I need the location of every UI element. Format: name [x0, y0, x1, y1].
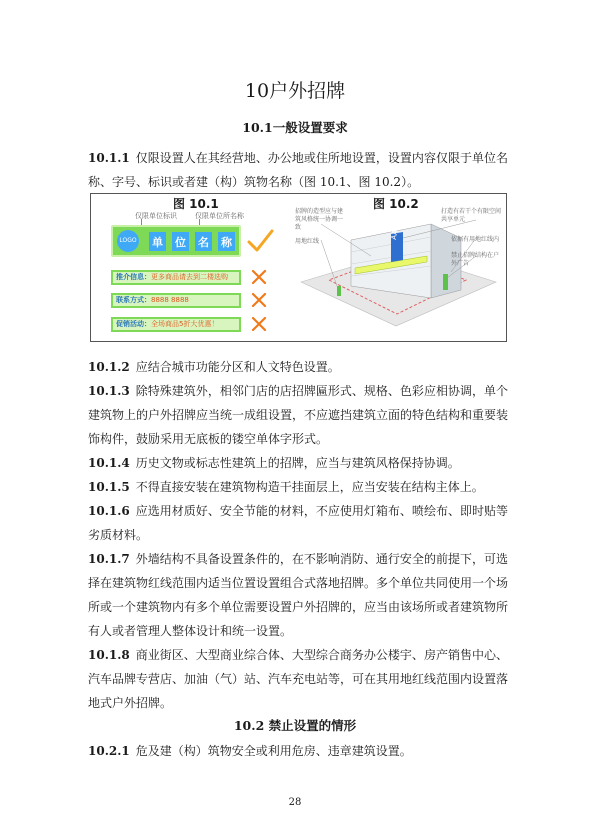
item-text: 仅限设置人在其经营地、办公地或住所地设置，设置内容仅限于单位名称、字号、标识或者建（构）筑物名称（图 10.1、图 10.2）。 [88, 151, 508, 189]
item-number: 10.1.6 [88, 504, 130, 518]
label-red-line: 用地红线 [295, 238, 320, 245]
item-text: 商业街区、大型商业综合体、大型综合商务办公楼宇、房产销售中心、汽车品牌专营店、加油（气）站、汽车充电站等，可在其用地红线范围内设置落地式户外招牌。 [88, 648, 509, 710]
brand-char: 名 [195, 232, 212, 251]
cross-icon [251, 269, 267, 285]
section-heading-prohibited: 10.2 禁止设置的情形 [233, 718, 357, 733]
label-name: 仅限单位所名称 [195, 212, 244, 220]
item-10-1-6 [88, 499, 508, 547]
item-10-1-3 [88, 379, 508, 451]
item-number: 10.1.1 [88, 151, 130, 165]
figure-panel [90, 193, 507, 342]
item-number: 10.2.1 [88, 744, 130, 758]
item-number: 10.1.3 [88, 384, 130, 398]
item-number: 10.1.4 [88, 456, 130, 470]
sign-example-promo: 推介信息：更多商品请去到二楼选购 [111, 270, 241, 285]
item-number: 10.1.8 [88, 648, 130, 662]
figure-10-1 [91, 194, 291, 341]
brand-char: 称 [218, 232, 235, 251]
item-text: 不得直接安装在建筑物构造干挂面层上，应当安装在结构主体上。 [135, 480, 484, 494]
sign-text: AA大厦 [389, 215, 402, 241]
page-title: 10户外招牌 [244, 80, 346, 102]
item-text: 历史文物或标志性建筑上的招牌，应当与建筑风格保持协调。 [135, 456, 460, 470]
cross-icon [251, 292, 267, 308]
figure-10-2 [291, 194, 506, 341]
figure-10-2-title: 图 10.2 [373, 197, 419, 211]
item-text: 应结合城市功能分区和人文特色设置。 [135, 360, 340, 374]
item-text: 外墙结构不具备设置条件的，在不影响消防、通行安全的前提下，可选择在建筑物红线范围内适当位置设置组合式落地招牌。多个单位共同使用一个场所或一个建筑物内有多个单位需要设置户外招牌的，应当由该场所或者建筑物所有人或者管理人整体设计和统一设置。 [88, 552, 509, 638]
check-icon [246, 228, 274, 254]
label-style: 招牌的造型应与建筑风格统一协调一致 [295, 208, 344, 231]
item-10-1-1 [88, 146, 508, 194]
label-logo: 仅限单位标识 [135, 212, 177, 220]
label-shared-units: 打造有若干个有限空间共享单元 [441, 208, 502, 223]
item-10-1-5 [88, 475, 508, 499]
item-number: 10.1.7 [88, 552, 130, 566]
item-number: 10.1.2 [88, 360, 130, 374]
sign-example-compliant [111, 225, 241, 257]
sign-example-contact: 联系方式：8888 8888 [111, 293, 241, 308]
brand-char: 单 [149, 232, 166, 251]
item-10-1-8 [88, 643, 508, 715]
brand-name [149, 232, 235, 251]
item-text: 危及建（构）筑物安全或利用危房、违章建筑设置。 [135, 744, 412, 758]
item-10-2-1 [88, 739, 508, 763]
item-10-1-2 [88, 355, 508, 379]
logo-badge: LOGO [117, 230, 139, 252]
item-10-1-4 [88, 451, 508, 475]
item-text: 除特殊建筑外，相邻门店的店招牌匾形式、规格、色彩应相协调，单个建筑物上的户外招牌应当统一成组设置，不应遮挡建筑立面的特色结构和重要装饰构件，鼓励采用无底板的镂空单体字形式。 [88, 384, 509, 446]
cross-icon [251, 316, 267, 332]
page-number: 28 [288, 797, 302, 808]
figure-10-1-title: 图 10.1 [173, 197, 219, 211]
brand-char: 位 [172, 232, 189, 251]
label-prohibited: 禁止招牌结构在户外广告 [451, 252, 500, 267]
section-heading-general: 10.1一般设置要求 [242, 120, 348, 135]
sign-example-sale: 促销活动：全场商品5折大优惠！ [111, 317, 241, 332]
item-text: 应选用材质好、安全节能的材料，不应使用灯箱布、喷绘布、即时贴等劣质材料。 [88, 504, 508, 542]
item-10-1-7 [88, 547, 508, 643]
item-number: 10.1.5 [88, 480, 130, 494]
label-within-line: 依据有用地红线内 [451, 236, 500, 243]
